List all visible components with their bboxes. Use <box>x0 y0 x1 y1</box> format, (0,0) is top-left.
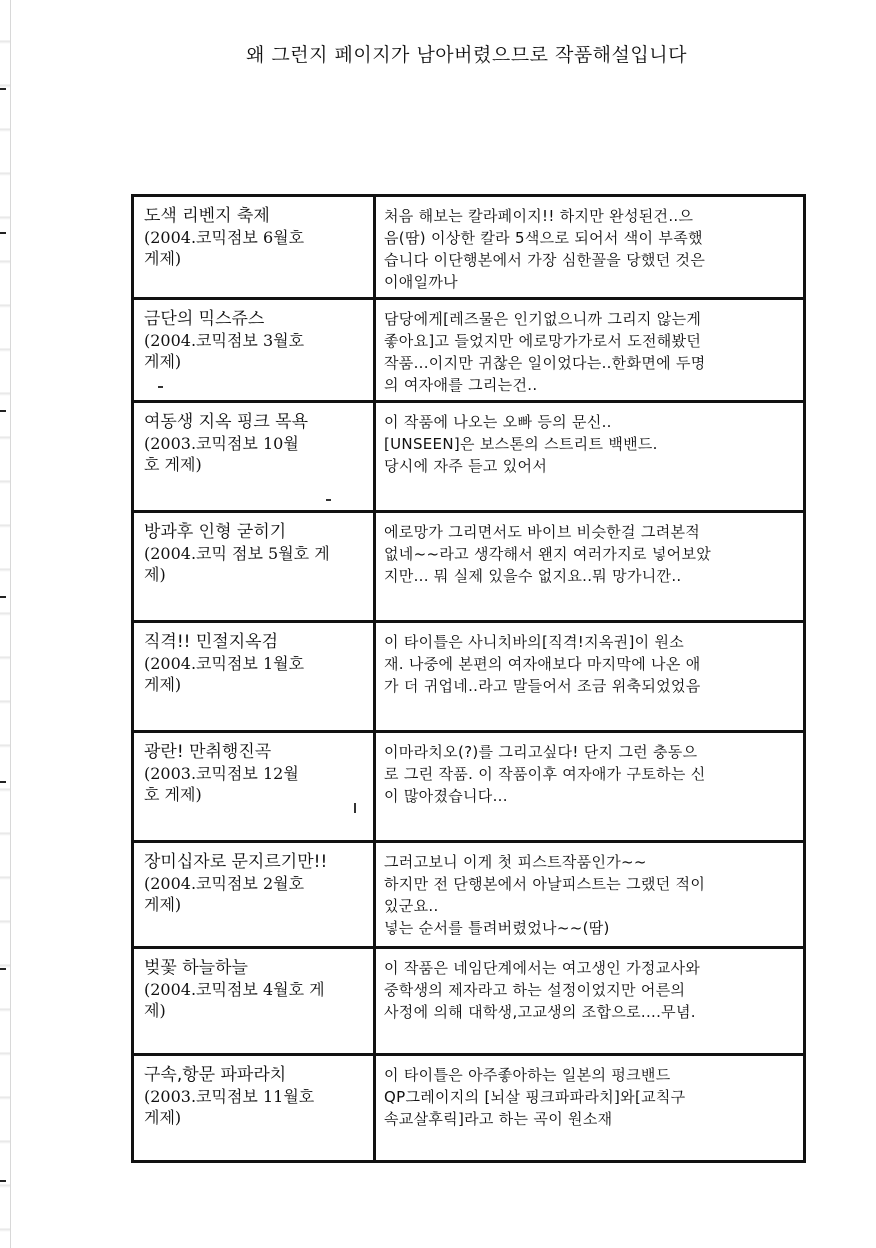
binding-mark <box>0 88 6 90</box>
page-binding-edge <box>0 0 11 1248</box>
table-row <box>134 1056 803 1160</box>
work-title: 방과후 인형 굳히기 <box>144 522 287 542</box>
ink-speck <box>158 386 163 388</box>
publication-info: (2004.코믹점보 4월호 게 제) <box>144 980 325 1020</box>
author-comment: 이 타이틀은 사니치바의[직격!지옥권]이 원소 재. 나중에 본편의 여자애보다 마지막에 나온 애 가 더 귀업네..라고 말들어서 조금 위축되었었음 <box>384 633 701 695</box>
author-comment-cell <box>376 623 803 730</box>
author-comment-cell <box>376 1056 803 1160</box>
publication-info: (2004.코믹점보 3월호 게제) <box>144 331 305 371</box>
work-notes-table <box>131 194 806 1163</box>
ink-speck <box>354 803 356 813</box>
binding-mark <box>0 410 6 412</box>
author-comment: 담당에게[레즈물은 인기없으니까 그리지 않는게 좋아요]고 들었지만 에로망가가로서 도전해봤던 작품...이지만 귀찮은 일이었다는..한화면에 두명 의 여자애를 그리는건.. <box>384 310 706 394</box>
author-comment-cell <box>376 843 803 946</box>
author-comment: 이 작품에 나오는 오빠 등의 문신.. [UNSEEN]은 보스톤의 스트리트 백밴드. 당시에 자주 듣고 있어서 <box>384 413 658 475</box>
work-title-cell <box>134 843 376 946</box>
table-row <box>134 300 803 403</box>
author-comment: 처음 해보는 칼라페이지!! 하지만 완성된건..으 음(땀) 이상한 칼라 5색으로 되어서 색이 부족했 습니다 이단행본에서 가장 심한꼴을 당했던 것은 이애일까나 <box>384 207 706 291</box>
table-row <box>134 733 803 843</box>
work-title: 구속,항문 파파라치 <box>144 1065 287 1085</box>
work-title-cell <box>134 300 376 400</box>
publication-info: (2004.코믹점보 2월호 게제) <box>144 874 305 914</box>
work-title-cell <box>134 403 376 510</box>
work-title: 벚꽃 하늘하늘 <box>144 958 248 978</box>
publication-info: (2003.코믹점보 10월 호 게제) <box>144 434 299 474</box>
author-comment-cell <box>376 197 803 297</box>
publication-info: (2004.코믹점보 6월호 게제) <box>144 228 305 268</box>
author-comment: 이마라치오(?)를 그리고싶다! 단지 그런 충동으 로 그린 작품. 이 작품이후 여자애가 구토하는 신 이 많아졌습니다... <box>384 743 706 805</box>
author-comment-cell <box>376 403 803 510</box>
binding-mark <box>0 232 6 234</box>
table-row <box>134 197 803 300</box>
author-comment-cell <box>376 949 803 1053</box>
work-title: 광란! 만취행진곡 <box>144 742 272 762</box>
work-title: 여동생 지옥 핑크 목욕 <box>144 412 309 432</box>
author-comment: 에로망가 그리면서도 바이브 비슷한걸 그려본적 없네~~라고 생각해서 왠지 여러가지로 넣어보았 지만... 뭐 실제 있을수 없지요..뭐 망가니깐.. <box>384 523 712 585</box>
table-row <box>134 949 803 1056</box>
work-title-cell <box>134 513 376 620</box>
table-row <box>134 513 803 623</box>
table-row <box>134 623 803 733</box>
binding-mark <box>0 596 6 598</box>
binding-mark <box>0 1180 6 1182</box>
work-title-cell <box>134 197 376 297</box>
author-comment-cell <box>376 300 803 400</box>
author-comment-cell <box>376 733 803 840</box>
author-comment: 그러고보니 이게 첫 피스트작품인가~~ 하지만 전 단행본에서 아날피스트는 그랬던 적이 있군요.. 넣는 순서를 틀려버렸었나~~(땀) <box>384 853 706 937</box>
author-comment-cell <box>376 513 803 620</box>
work-title-cell <box>134 1056 376 1160</box>
table-row <box>134 843 803 949</box>
publication-info: (2003.코믹점보 12월 호 게제) <box>144 764 299 804</box>
binding-mark <box>0 781 6 783</box>
work-title-cell <box>134 623 376 730</box>
author-comment: 이 타이틀은 아주좋아하는 일본의 펑크밴드 QP그레이지의 [뇌살 핑크파파라치]와[교칙구 속교살후릭]라고 하는 곡이 원소재 <box>384 1066 686 1128</box>
publication-info: (2004.코믹 점보 5월호 게 제) <box>144 544 330 584</box>
table-row <box>134 403 803 513</box>
author-comment: 이 작품은 네임단계에서는 여고생인 가정교사와 중학생의 제자라고 하는 설정이었지만 어른의 사정에 의해 대학생,고교생의 조합으로....무념. <box>384 959 701 1021</box>
work-title: 직격!! 민절지옥검 <box>144 632 278 652</box>
ink-speck <box>326 499 331 501</box>
work-title: 도색 리벤지 축제 <box>144 206 270 226</box>
work-title-cell <box>134 949 376 1053</box>
publication-info: (2004.코믹점보 1월호 게제) <box>144 654 305 694</box>
page-title: 왜 그런지 페이지가 남아버렸으므로 작품해설입니다 <box>246 44 687 66</box>
work-title: 금단의 믹스쥬스 <box>144 309 265 329</box>
publication-info: (2003.코믹점보 11월호 게제) <box>144 1087 315 1127</box>
work-title: 장미십자로 문지르기만!! <box>144 852 328 872</box>
binding-mark <box>0 968 6 970</box>
work-title-cell <box>134 733 376 840</box>
